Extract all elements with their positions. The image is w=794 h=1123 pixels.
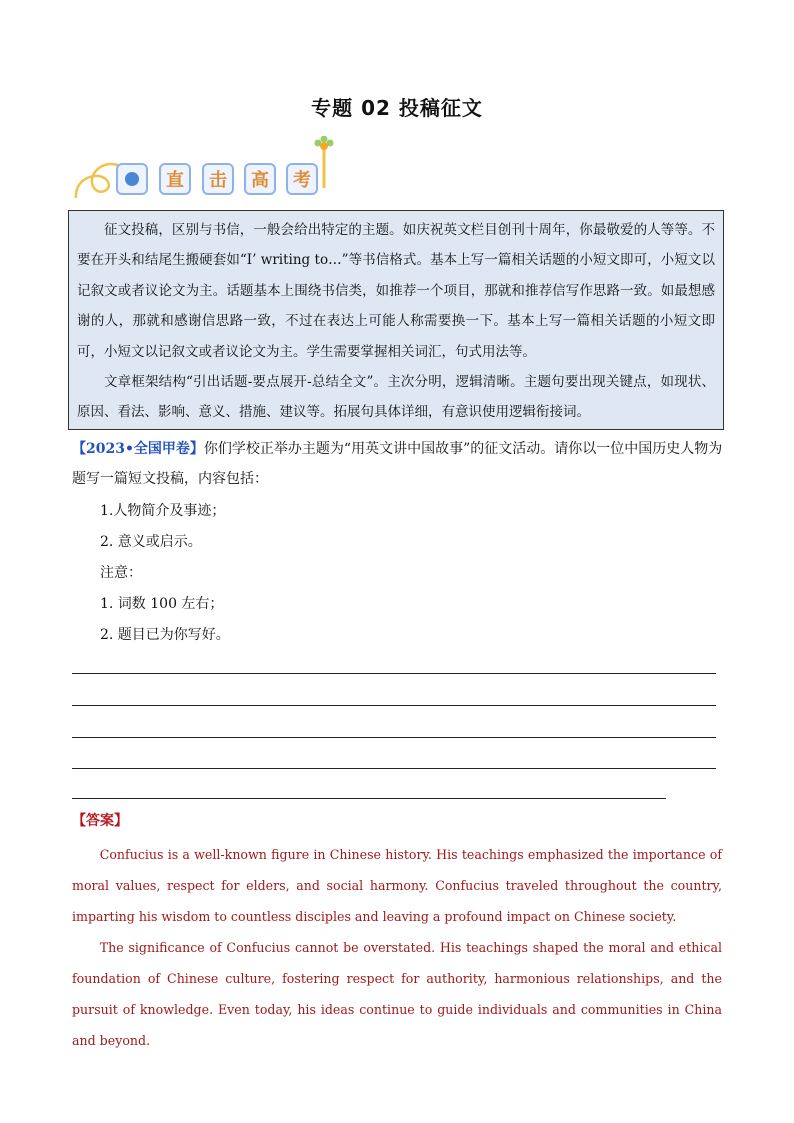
question-item: 1.人物简介及事迹； (100, 503, 226, 519)
intro-paragraph: 征文投稿，区别与书信，一般会给出特定的主题。如庆祝英文栏目创刊十周年，你最敬爱的人等等。不要在开头和结尾生搬硬套如“I’ writing to…”等书信格式。基本上写一篇相关话题的小短文即可，小短文以记叙文或者议论文为主。话题基本上围绕书信类，如推荐一个项目，那就和推荐信写作思路一致。如最想感谢的人，那就和感谢信思路一致，不过在表达上可能人称需要换一下。基本上写一篇相关话题的小短文即可，小短文以记叙文或者议论文为主。学生需要掌握相关词汇，句式用法等。 (77, 222, 715, 360)
intro-paragraph: 文章框架结构“引出话题-要点展开-总结全文”。主次分明，逻辑清晰。主题句要出现关键点，如现状、原因、看法、影响、意义、措施、建议等。拓展句具体详细，有意识使用逻辑衔接词。 (77, 374, 715, 421)
answer-line (72, 705, 716, 706)
page-title: 专题 02 投稿征文 (311, 96, 483, 120)
flower-icon (315, 136, 334, 150)
question-prompt (72, 434, 724, 494)
banner-ball-box (116, 163, 148, 195)
banner-char: 高 (244, 163, 276, 195)
banner-char: 击 (202, 163, 234, 195)
banner-char: 直 (159, 163, 191, 195)
question-source: 【2023•全国甲卷】 (72, 441, 204, 457)
answer-line (72, 673, 716, 674)
answer-label: 【答案】 (72, 813, 128, 829)
banner-char: 考 (286, 163, 318, 195)
answer-line (72, 798, 666, 799)
intro-box (68, 210, 724, 430)
question-item: 注意： (100, 565, 142, 581)
answer-text (72, 839, 722, 1056)
section-banner (72, 136, 342, 202)
question-item: 1. 词数 100 左右； (100, 596, 224, 612)
question-items (100, 496, 230, 651)
answer-paragraph: Confucius is a well-known figure in Chinese history. His teachings emphasized the importance of moral values, respect for elders, and social harmony. Confucius traveled throughout the country, imparting his wisdom to countless disciples and leaving a profound impact on Chinese society. (72, 847, 722, 924)
answer-line (72, 768, 716, 769)
ball-icon (125, 172, 139, 186)
answer-paragraph: The significance of Confucius cannot be overstated. His teachings shaped the moral and ethical foundation of Chinese culture, fostering respect for authority, harmonious relationships, and the pursuit of knowledge. Even today, his ideas continue to guide individuals and communities in China and beyond. (72, 940, 722, 1048)
answer-line (72, 737, 716, 738)
question-text: 你们学校正举办主题为“用英文讲中国故事”的征文活动。请你以一位中国历史人物为题写一篇短文投稿，内容包括： (72, 441, 723, 487)
question-item: 2. 题目已为你写好。 (100, 627, 230, 643)
question-item: 2. 意义或启示。 (100, 534, 202, 550)
